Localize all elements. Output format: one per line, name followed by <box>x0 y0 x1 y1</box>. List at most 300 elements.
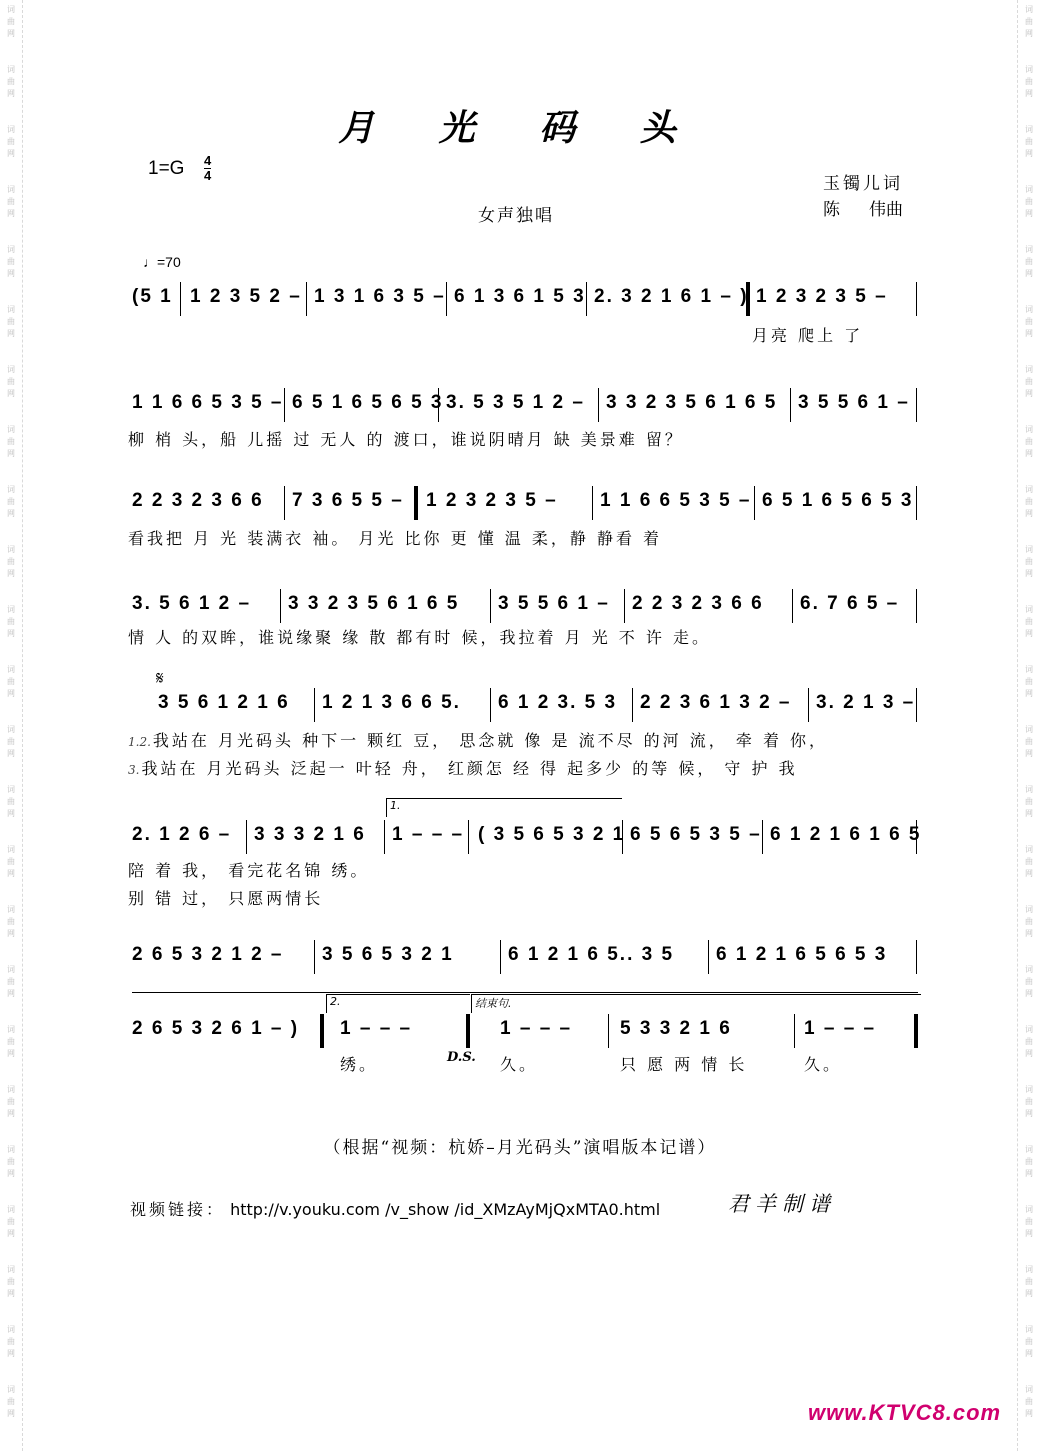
watermark-char: 词 <box>1025 1085 1033 1094</box>
bar-line <box>314 688 315 722</box>
lyrics-row-8d: 久。 <box>804 1055 843 1074</box>
watermark-char: 曲 <box>1025 557 1033 566</box>
watermark-char: 网 <box>7 1109 15 1118</box>
watermark-char: 词 <box>1025 965 1033 974</box>
measure: 1 2 3 2 3 5 – <box>426 490 558 511</box>
bar-line <box>792 589 793 623</box>
watermark-char: 词 <box>1025 1205 1033 1214</box>
watermark-stack <box>1020 364 1038 400</box>
watermark-char: 网 <box>1025 509 1033 518</box>
watermark-char: 网 <box>1025 269 1033 278</box>
lyricist-credit: 玉镯儿词 <box>823 174 903 194</box>
watermark-stack <box>2 244 20 280</box>
watermark-char: 曲 <box>7 1157 15 1166</box>
lyrics-row-4: 情 人 的双眸，谁说缘聚 缘 散 都有时 候，我拉着 月 光 不 许 走。 <box>128 628 711 647</box>
watermark-char: 词 <box>1025 545 1033 554</box>
staff-row-5 <box>128 692 920 722</box>
measure: 7 3 6 5 5 – <box>292 490 404 511</box>
watermark-char: 网 <box>1025 1409 1033 1418</box>
measure: 3 5 5 6 1 – <box>798 392 910 413</box>
watermark-char: 曲 <box>7 1037 15 1046</box>
watermark-char: 词 <box>7 785 15 794</box>
watermark-char: 网 <box>7 1229 15 1238</box>
watermark-stack <box>2 484 20 520</box>
bar-line <box>708 940 709 974</box>
watermark-char: 词 <box>7 245 15 254</box>
measure: 1 – – – <box>392 824 465 845</box>
watermark-char: 网 <box>1025 749 1033 758</box>
watermark-stack <box>2 724 20 760</box>
watermark-char: 曲 <box>7 617 15 626</box>
watermark-char: 词 <box>7 725 15 734</box>
watermark-stack <box>2 544 20 580</box>
watermark-char: 网 <box>1025 629 1033 638</box>
watermark-char: 网 <box>7 509 15 518</box>
watermark-stack <box>2 1384 20 1420</box>
measure: 6 1 2 1 6 1 6 5 <box>770 824 922 845</box>
watermark-stack <box>2 1084 20 1120</box>
watermark-char: 曲 <box>7 317 15 326</box>
measure: 6 1 2 1 6 5 6 5 3 <box>716 944 888 965</box>
watermark-char: 曲 <box>1025 377 1033 386</box>
bar-line <box>490 589 491 623</box>
watermark-char: 曲 <box>1025 677 1033 686</box>
bar-line <box>608 1014 609 1048</box>
bar-line <box>306 282 307 316</box>
bar-line <box>916 940 917 974</box>
watermark-char: 词 <box>7 665 15 674</box>
watermark-char: 词 <box>1025 305 1033 314</box>
watermark-char: 网 <box>7 869 15 878</box>
watermark-char: 词 <box>7 485 15 494</box>
lyrics-row-8b: 久。 <box>500 1055 539 1074</box>
watermark-stack <box>2 1324 20 1360</box>
bar-line <box>468 820 469 854</box>
bar-line <box>624 589 625 623</box>
staff-row-7 <box>128 944 920 974</box>
bar-line <box>916 282 917 316</box>
watermark-char: 曲 <box>1025 1157 1033 1166</box>
bar-line <box>280 589 281 623</box>
bar-line <box>794 1014 795 1048</box>
watermark-char: 网 <box>7 269 15 278</box>
watermark-char: 词 <box>7 905 15 914</box>
watermark-char: 词 <box>7 125 15 134</box>
lyrics-row-6a: 陪 着 我， 看完花名锦 绣。 <box>128 861 370 880</box>
watermark-stack <box>2 1024 20 1060</box>
watermark-char: 词 <box>1025 1325 1033 1334</box>
measure: 6 5 6 5 3 5 – <box>630 824 762 845</box>
watermark-char: 词 <box>7 605 15 614</box>
watermark-char: 词 <box>1025 1025 1033 1034</box>
watermark-char: 网 <box>7 749 15 758</box>
watermark-char: 曲 <box>1025 317 1033 326</box>
measure: 3. 2 1 3 – <box>816 692 916 713</box>
measure: 5 3 3 2 1 6 <box>620 1018 732 1039</box>
bar-line <box>438 388 439 422</box>
measure: 1 – – – <box>340 1018 413 1039</box>
watermark-char: 网 <box>7 569 15 578</box>
watermark-char: 曲 <box>1025 197 1033 206</box>
measure: 3. 5 6 1 2 – <box>132 593 252 614</box>
staff-row-8 <box>128 1018 920 1048</box>
watermark-char: 词 <box>7 185 15 194</box>
bar-line <box>916 388 917 422</box>
measure: 6 1 2 3. 5 3 <box>498 692 618 713</box>
watermark-char: 曲 <box>7 1097 15 1106</box>
watermark-stack <box>1020 1264 1038 1300</box>
watermark-char: 词 <box>1025 725 1033 734</box>
watermark-char: 网 <box>7 1289 15 1298</box>
watermark-char: 网 <box>7 389 15 398</box>
watermark-char: 词 <box>1025 365 1033 374</box>
watermark-char: 曲 <box>1025 1097 1033 1106</box>
lyrics-text: 我站在 月光码头 泛起一 叶轻 舟， 红颜怎 经 得 起多少 的等 候， 守 护 我 <box>141 759 798 778</box>
double-bar <box>466 1014 470 1048</box>
watermark-char: 曲 <box>1025 137 1033 146</box>
bar-line <box>916 688 917 722</box>
staff-row-2 <box>128 392 920 422</box>
watermark-char: 曲 <box>1025 77 1033 86</box>
watermark-stack <box>1020 1024 1038 1060</box>
measure: 2 6 5 3 2 1 2 – <box>132 944 284 965</box>
watermark-char: 词 <box>7 545 15 554</box>
repeat-end-bar <box>320 1014 324 1048</box>
watermark-char: 词 <box>7 1265 15 1274</box>
measure: 6 1 3 6 1 5 3 <box>454 286 586 307</box>
watermark-stack <box>1020 964 1038 1000</box>
watermark-char: 网 <box>1025 869 1033 878</box>
measure: 3 5 5 6 1 – <box>498 593 610 614</box>
watermark-char: 网 <box>7 1049 15 1058</box>
bar-line <box>586 282 587 316</box>
watermark-char: 曲 <box>7 17 15 26</box>
watermark-char: 曲 <box>7 797 15 806</box>
watermark-char: 词 <box>7 1085 15 1094</box>
watermark-stack <box>1020 1324 1038 1360</box>
measure: 2. 1 2 6 – <box>132 824 232 845</box>
watermark-stack <box>2 64 20 100</box>
lyrics-row-5-verse-3 <box>128 756 928 778</box>
watermark-char: 词 <box>1025 5 1033 14</box>
watermark-char: 网 <box>1025 989 1033 998</box>
watermark-stack <box>1020 484 1038 520</box>
watermark-char: 曲 <box>7 137 15 146</box>
watermark-char: 词 <box>1025 1385 1033 1394</box>
lyrics-row-8c: 只 愿 两 情 长 <box>620 1055 748 1074</box>
watermark-char: 网 <box>7 149 15 158</box>
watermark-char: 曲 <box>1025 977 1033 986</box>
measure: (5 1 <box>132 286 173 307</box>
watermark-char: 曲 <box>7 857 15 866</box>
watermark-char: 词 <box>7 5 15 14</box>
watermark-char: 曲 <box>1025 737 1033 746</box>
watermark-stack <box>2 784 20 820</box>
watermark-char: 曲 <box>1025 497 1033 506</box>
watermark-stack <box>1020 604 1038 640</box>
watermark-stack <box>1020 724 1038 760</box>
watermark-stack <box>1020 244 1038 280</box>
watermark-char: 网 <box>1025 1229 1033 1238</box>
watermark-char: 网 <box>7 929 15 938</box>
bar-line <box>790 388 791 422</box>
arranger-signature: 君羊制谱 <box>728 1192 836 1216</box>
measure: 1 2 3 5 2 – <box>190 286 302 307</box>
watermark-char: 曲 <box>1025 1217 1033 1226</box>
watermark-char: 曲 <box>7 1397 15 1406</box>
lyrics-text: 我站在 月光码头 种下一 颗红 豆， 思念就 像 是 流不尽 的河 流， 牵 着 你， <box>152 731 829 750</box>
bar-line <box>632 688 633 722</box>
video-link-label: 视频链接： <box>130 1200 226 1219</box>
watermark-char: 词 <box>1025 425 1033 434</box>
bar-line <box>500 940 501 974</box>
staff-row-1 <box>128 286 920 316</box>
watermark-char: 曲 <box>7 497 15 506</box>
watermark-char: 网 <box>7 29 15 38</box>
watermark-char: 曲 <box>1025 617 1033 626</box>
bar-line <box>384 820 385 854</box>
watermark-char: 曲 <box>7 1277 15 1286</box>
first-ending-bracket: 1. <box>386 798 622 817</box>
watermark-char: 词 <box>7 965 15 974</box>
watermark-char: 网 <box>7 449 15 458</box>
watermark-char: 曲 <box>7 917 15 926</box>
measure: 3. 5 3 5 1 2 – <box>446 392 585 413</box>
watermark-char: 网 <box>1025 569 1033 578</box>
watermark-char: 词 <box>7 305 15 314</box>
measure: 6. 7 6 5 – <box>800 593 900 614</box>
performer-label: 女声独唱 <box>478 206 554 226</box>
ending-bracket-top-line <box>132 992 918 993</box>
watermark-char: 网 <box>7 209 15 218</box>
bar-line <box>762 820 763 854</box>
video-url[interactable]: http://v.youku.com /v_show /id_XMzAyMjQxMTA0.html <box>230 1200 661 1219</box>
watermark-char: 词 <box>7 1205 15 1214</box>
composer-suffix: 伟曲 <box>869 200 903 220</box>
measure: 6 5 1 6 5 6 5 3 <box>292 392 444 413</box>
watermark-stack <box>1020 64 1038 100</box>
video-link-line <box>130 1197 660 1220</box>
bar-line <box>180 282 181 316</box>
watermark-char: 网 <box>1025 449 1033 458</box>
watermark-char: 网 <box>1025 29 1033 38</box>
watermark-char: 曲 <box>7 737 15 746</box>
watermark-stack <box>2 664 20 700</box>
right-watermark-strip <box>1017 0 1040 1451</box>
lyrics-row-1: 月亮 爬上 了 <box>752 326 864 345</box>
measure: 1 1 6 6 5 3 5 – <box>132 392 284 413</box>
watermark-stack <box>2 184 20 220</box>
watermark-char: 网 <box>7 1169 15 1178</box>
watermark-char: 曲 <box>1025 1037 1033 1046</box>
site-logo[interactable]: www.KTVC8.com <box>808 1400 1002 1425</box>
watermark-char: 曲 <box>1025 437 1033 446</box>
measure: 1 – – – <box>500 1018 573 1039</box>
watermark-stack <box>1020 784 1038 820</box>
composer-credit <box>823 195 903 220</box>
watermark-char: 曲 <box>7 1217 15 1226</box>
time-signature-top: 4 <box>204 153 212 168</box>
song-title: 月 光 码 头 <box>338 107 702 149</box>
watermark-char: 词 <box>1025 665 1033 674</box>
watermark-char: 词 <box>1025 1265 1033 1274</box>
watermark-stack <box>2 1204 20 1240</box>
measure: 1 2 1 3 6 6 5. <box>322 692 461 713</box>
watermark-stack <box>1020 1204 1038 1240</box>
dal-segno-marking: D.S. <box>447 1050 476 1065</box>
watermark-char: 曲 <box>1025 1277 1033 1286</box>
watermark-char: 网 <box>1025 1349 1033 1358</box>
watermark-char: 曲 <box>7 437 15 446</box>
watermark-char: 词 <box>1025 605 1033 614</box>
lyrics-row-8a: 绣。 <box>340 1055 379 1074</box>
watermark-char: 词 <box>7 425 15 434</box>
watermark-stack <box>1020 664 1038 700</box>
measure: 3 3 2 3 5 6 1 6 5 <box>606 392 778 413</box>
watermark-char: 词 <box>7 1325 15 1334</box>
tempo-marking: ♩=70 <box>143 254 181 270</box>
measure: 1 1 6 6 5 3 5 – <box>600 490 752 511</box>
watermark-char: 曲 <box>7 377 15 386</box>
bar-line <box>246 820 247 854</box>
watermark-char: 网 <box>1025 1109 1033 1118</box>
verse-label: 1.2. <box>128 735 151 749</box>
bar-line <box>916 589 917 623</box>
watermark-char: 网 <box>7 1349 15 1358</box>
measure: 1 3 1 6 3 5 – <box>314 286 446 307</box>
watermark-char: 曲 <box>1025 1337 1033 1346</box>
watermark-char: 网 <box>7 809 15 818</box>
bar-line <box>746 282 750 316</box>
final-ending-bracket: 结束句. <box>471 994 921 1013</box>
watermark-stack <box>2 604 20 640</box>
watermark-char: 曲 <box>7 197 15 206</box>
watermark-char: 词 <box>1025 65 1033 74</box>
measure: 6 1 2 1 6 5.. 3 5 <box>508 944 675 965</box>
watermark-char: 网 <box>7 629 15 638</box>
watermark-char: 网 <box>1025 929 1033 938</box>
measure: 2 2 3 6 1 3 2 – <box>640 692 792 713</box>
second-ending-bracket: 2. <box>326 994 470 1013</box>
watermark-char: 词 <box>7 1025 15 1034</box>
watermark-char: 网 <box>1025 89 1033 98</box>
measure: 6 5 1 6 5 6 5 3 <box>762 490 914 511</box>
bar-line <box>916 486 917 520</box>
bar-line <box>808 688 809 722</box>
watermark-stack <box>1020 184 1038 220</box>
measure: 1 – – – <box>804 1018 877 1039</box>
bar-line <box>916 820 917 854</box>
bar-line <box>592 486 593 520</box>
watermark-stack <box>2 844 20 880</box>
watermark-char: 词 <box>7 365 15 374</box>
watermark-stack <box>2 4 20 40</box>
watermark-char: 网 <box>1025 149 1033 158</box>
measure: 2. 3 2 1 6 1 – ) <box>594 286 749 307</box>
watermark-stack <box>1020 304 1038 340</box>
watermark-stack <box>2 904 20 940</box>
watermark-char: 网 <box>1025 329 1033 338</box>
watermark-stack <box>1020 904 1038 940</box>
measure: 3 5 6 5 3 2 1 <box>322 944 454 965</box>
bar-line <box>284 486 285 520</box>
composer-name: 陈 <box>823 200 840 220</box>
bar-line <box>446 282 447 316</box>
watermark-char: 曲 <box>1025 1397 1033 1406</box>
watermark-stack <box>2 364 20 400</box>
watermark-char: 网 <box>7 89 15 98</box>
lyrics-row-6b: 别 错 过， 只愿两情长 <box>128 889 324 908</box>
time-signature-bottom: 4 <box>204 168 212 183</box>
bar-line <box>314 940 315 974</box>
watermark-char: 曲 <box>1025 797 1033 806</box>
watermark-char: 词 <box>1025 125 1033 134</box>
watermark-stack <box>1020 544 1038 580</box>
bar-line <box>754 486 755 520</box>
watermark-char: 网 <box>7 1409 15 1418</box>
watermark-char: 词 <box>1025 485 1033 494</box>
watermark-char: 词 <box>1025 845 1033 854</box>
measure: 3 3 3 2 1 6 <box>254 824 366 845</box>
watermark-char: 词 <box>7 65 15 74</box>
watermark-stack <box>1020 4 1038 40</box>
staff-row-6 <box>128 824 920 854</box>
bar-line <box>284 388 285 422</box>
measure: 3 5 6 1 2 1 6 <box>158 692 290 713</box>
watermark-stack <box>1020 424 1038 460</box>
key-signature: 1=G <box>148 158 185 179</box>
watermark-char: 网 <box>1025 1049 1033 1058</box>
watermark-char: 词 <box>7 1385 15 1394</box>
watermark-char: 曲 <box>7 1337 15 1346</box>
watermark-char: 词 <box>1025 185 1033 194</box>
watermark-char: 网 <box>1025 1289 1033 1298</box>
final-bar <box>914 1014 918 1048</box>
bar-line <box>598 388 599 422</box>
watermark-char: 词 <box>7 845 15 854</box>
lyrics-row-3: 看我把 月 光 装满衣 袖。 月光 比你 更 懂 温 柔，静 静看 着 <box>128 529 663 548</box>
watermark-stack <box>1020 844 1038 880</box>
watermark-char: 曲 <box>7 77 15 86</box>
watermark-char: 网 <box>1025 1169 1033 1178</box>
segno-sign: 𝄋 <box>156 668 164 689</box>
measure: 2 6 5 3 2 6 1 – ) <box>132 1018 300 1039</box>
watermark-char: 网 <box>7 689 15 698</box>
staff-row-3 <box>128 490 920 520</box>
staff-row-4 <box>128 593 920 623</box>
watermark-char: 词 <box>1025 1145 1033 1154</box>
watermark-stack <box>2 964 20 1000</box>
bar-line <box>622 820 623 854</box>
watermark-char: 曲 <box>1025 857 1033 866</box>
watermark-char: 网 <box>1025 809 1033 818</box>
watermark-stack <box>1020 1084 1038 1120</box>
watermark-stack <box>1020 1384 1038 1420</box>
verse-label: 3. <box>128 763 140 777</box>
watermark-stack <box>2 304 20 340</box>
watermark-char: 词 <box>1025 785 1033 794</box>
measure: 3 3 2 3 5 6 1 6 5 <box>288 593 460 614</box>
watermark-char: 曲 <box>7 677 15 686</box>
watermark-char: 网 <box>1025 389 1033 398</box>
source-note: （根据“视频：杭娇–月光码头”演唱版本记谱） <box>323 1138 717 1158</box>
watermark-char: 曲 <box>7 977 15 986</box>
measure: 1 2 3 2 3 5 – <box>756 286 888 307</box>
repeat-start-bar <box>414 486 418 520</box>
watermark-char: 词 <box>1025 905 1033 914</box>
left-watermark-strip <box>0 0 23 1451</box>
lyrics-row-2: 柳 梢 头，船 儿摇 过 无人 的 渡口，谁说阴晴月 缺 美景难 留？ <box>128 430 684 449</box>
